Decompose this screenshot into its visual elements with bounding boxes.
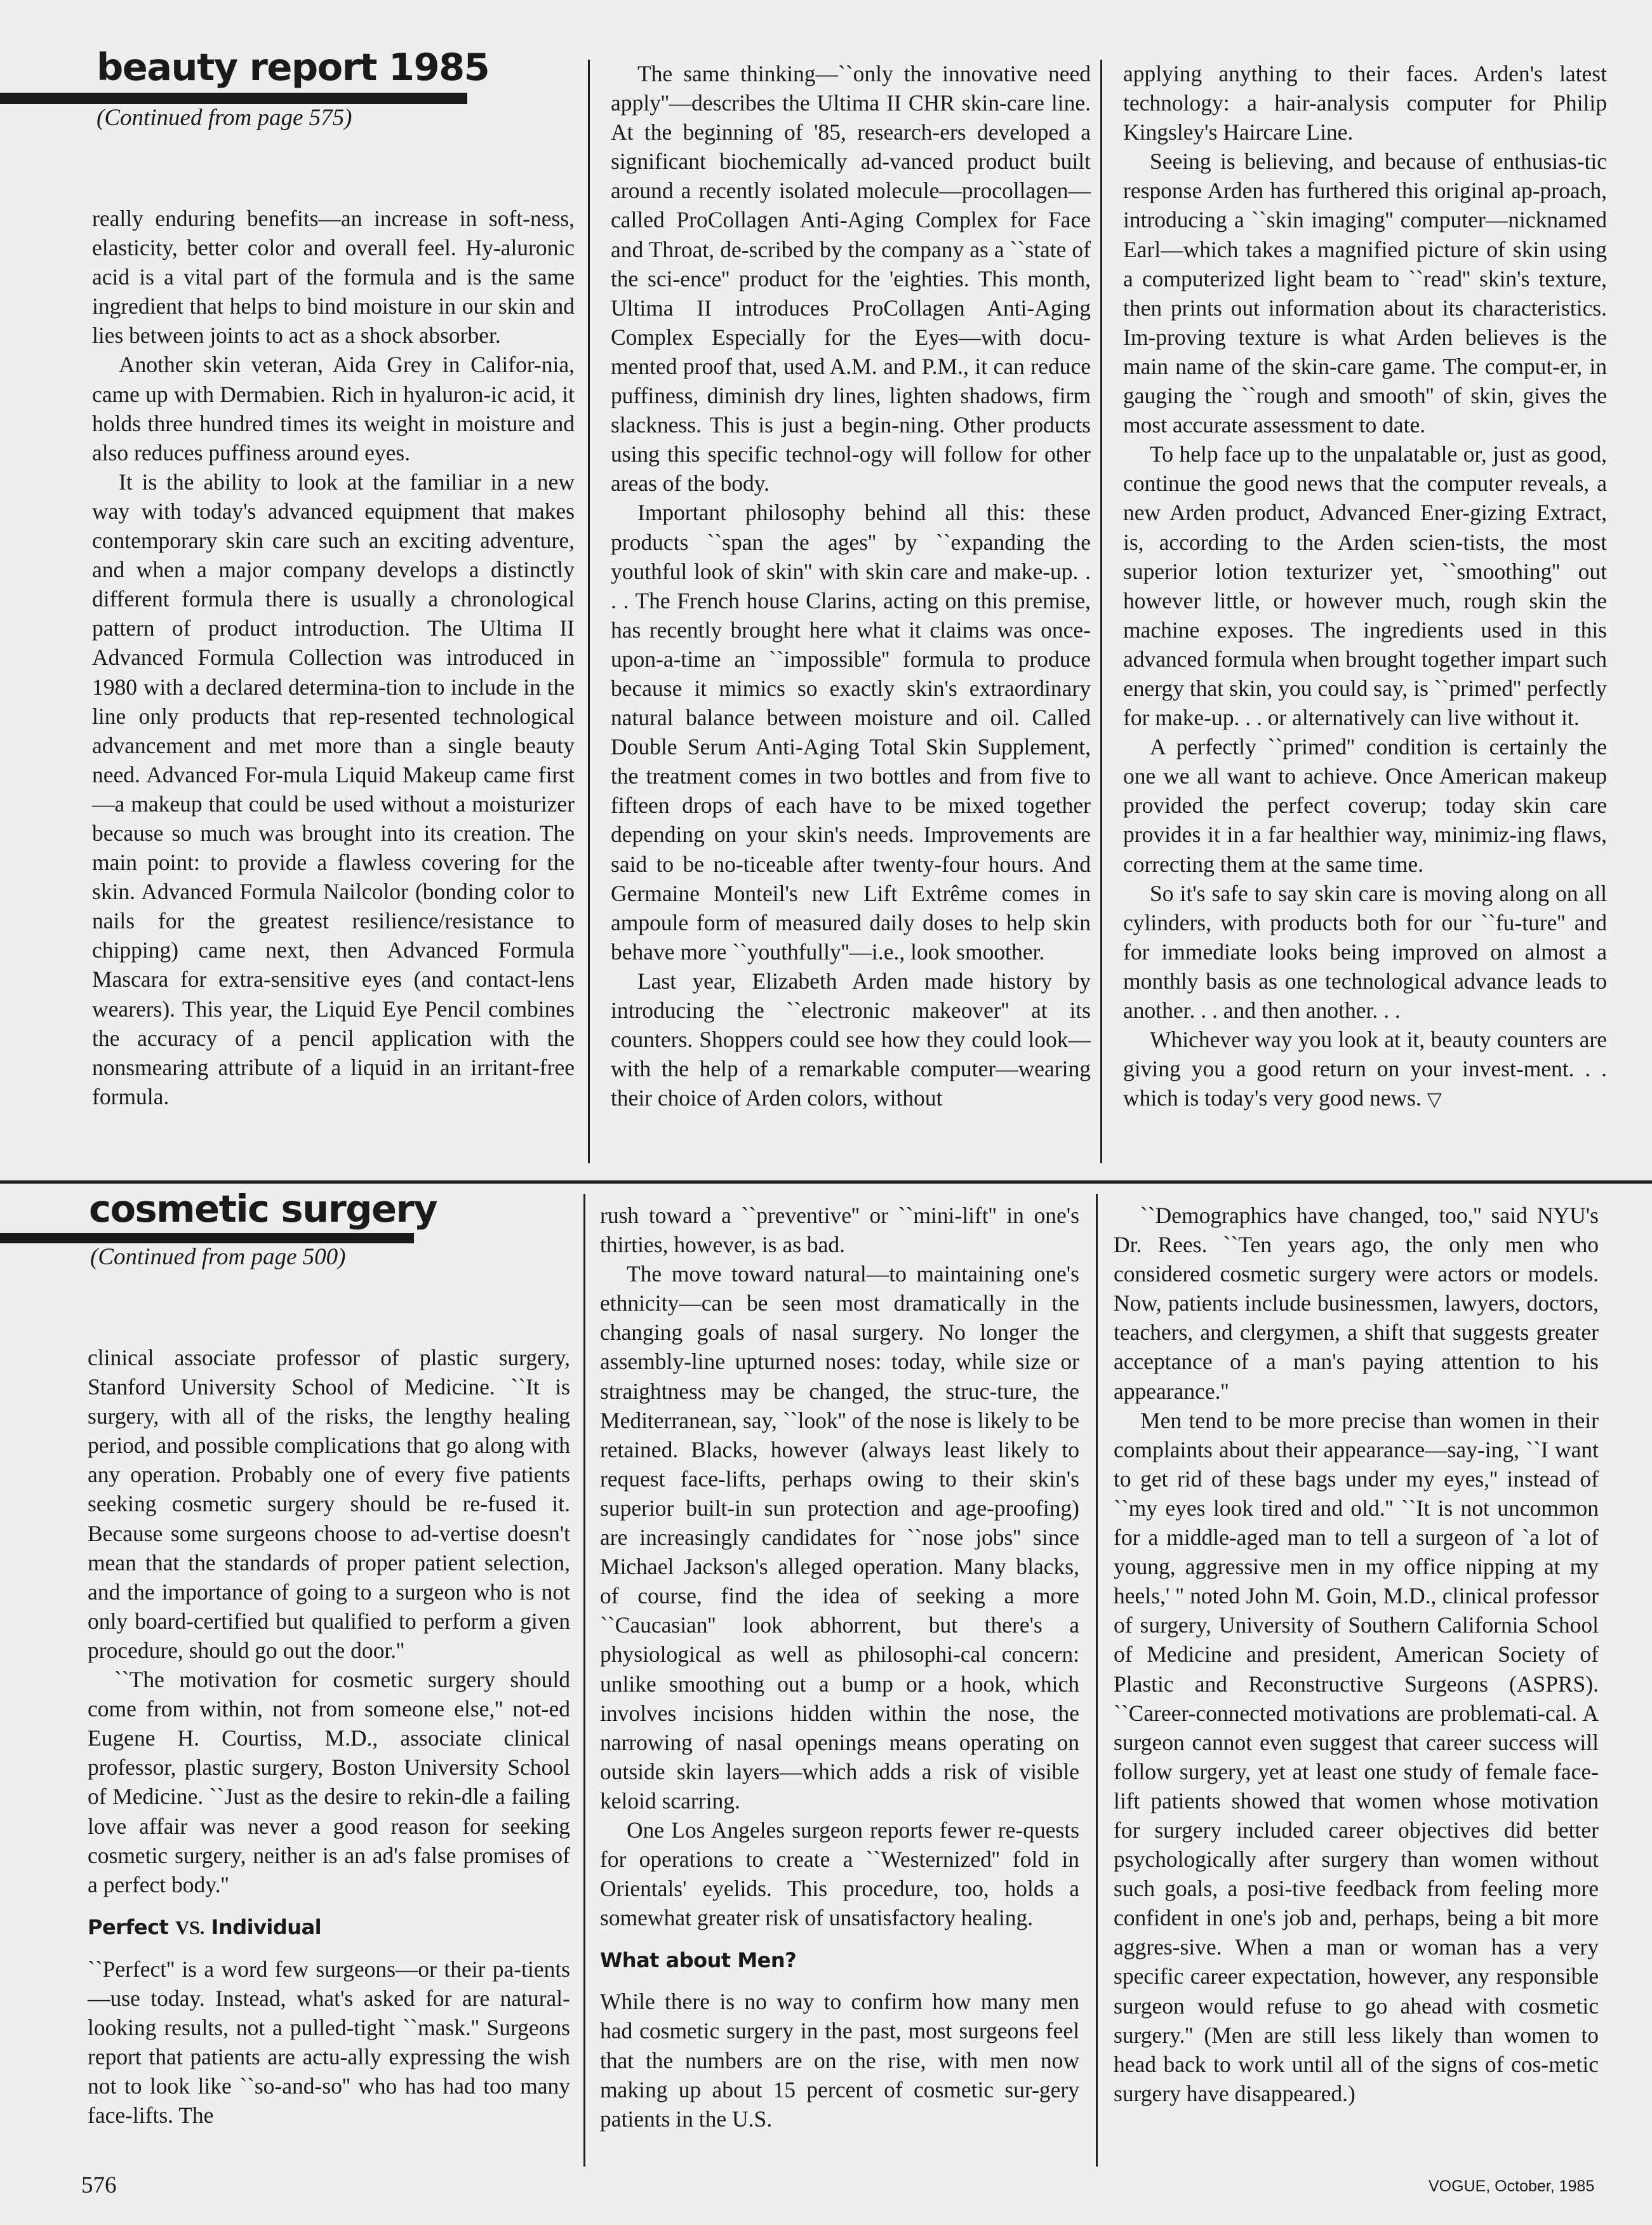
end-mark-icon: ▽ [1427,1088,1442,1111]
beauty-column-1 [92,204,575,1111]
paragraph: ``The motivation for cosmetic surgery should come from within, not from someone else,'' not-ed Eugene H. Courtiss, M.D., associate clinical professor, plastic surgery, Boston University School of Medicine. ``Just as the desire to rekin-dle a failing love affair was never a good reason for seeking cosmetic surgery, neither is an ad's false promises of a perfect body.'' [88,1667,570,1897]
paragraph: So it's safe to say skin care is moving along on all cylinders, with products both for our ``fu-ture'' and for immediate looks being improved on almost a monthly basis as one technological advance leads to another. . . and then another. . . [1123,880,1607,1023]
column-rule [1096,1194,1098,2167]
beauty-heading-bar [0,93,467,104]
paragraph: It is the ability to look at the familiar in a new way with today's advanced equipment that makes contemporary skin care such an exciting adventure, and when a major company develops a distinctly different formula there is usually a chronological pattern of product introduction. The Ultima II Advanced Formula Collection was introduced in 1980 with a declared determina-tion to include in the line only products that rep-resented technological advancement and met more than a single beauty need. Advanced For-mula Liquid Makeup came first—a makeup that could be used without a moisturizer because so much was brought into its creation. The main point: to provide a flawless covering for the skin. Advanced Formula Nailcolor (bonding color to nails for the greatest resilience/resistance to chipping) came next, then Advanced Formula Mascara for extra-sensitive eyes (and contact-lens wearers). This year, the Liquid Eye Pencil combines the accuracy of a pencil application with the nonsmearing attribute of a liquid in an irritant-free formula. [92,469,575,1109]
paragraph: ``Demographics have changed, too,'' said NYU's Dr. Rees. ``Ten years ago, the only men who considered cosmetic surgery were actors or models. Now, patients include businessmen, lawyers, doctors, teachers, and clergymen, a shift that suggests greater acceptance of a man's paying attention to his appearance.'' [1114,1203,1599,1404]
subhead-perfect-vs-individual: Perfect VS. Individual [88,1914,322,1939]
column-rule [583,1194,585,2167]
beauty-column-3 [1123,59,1607,1114]
surgery-heading-bar [0,1233,414,1243]
column-rule [588,60,590,1163]
paragraph: Important philosophy behind all this: these products ``span the ages'' by ``expanding the youthful look of skin'' with skin care and make-up. . . . The French house Clarins, acting on this premise, has recently brought here what it claims was once-upon-a-time an ``impossible'' formula to produce because it mimics so exactly skin's extraordinary natural balance between moisture and oil. Called Double Serum Anti-Aging Total Skin Supplement, the treatment comes in two bottles and from five to fifteen drops of each have to be mixed together depending on your skin's needs. Improvements are said to be no-ticeable after twenty-four hours. And Germaine Monteil's new Lift Extrême comes in ampoule form of measured daily doses to help skin behave more ``youthfully''—i.e., look smoother. [611,500,1091,965]
column-rule [1100,60,1102,1163]
paragraph: Seeing is believing, and because of enthusias-tic response Arden has furthered this original ap-proach, introducing a ``skin imaging'' computer—nicknamed Earl—which takes a magnified picture of skin using a computerized light beam to ``read'' skin's texture, then prints out information about its characteristics. Im-proving texture is what Arden believes is the main name of the skin-care game. The comput-er, in gauging the ``rough and smooth'' of skin, gives the most accurate assessment to date. [1123,149,1607,438]
beauty-report-heading: beauty report 1985 [97,45,490,89]
paragraph: really enduring benefits—an increase in soft-ness, elasticity, better color and overall feel. Hy-aluronic acid is a vital part of the formula and is the same ingredient that helps to bind moisture in our skin and lies between joints to act as a shock absorber. [92,206,575,349]
paragraph: Men tend to be more precise than women in their complaints about their appearance—say-ing, ``I want to get rid of these bags under my eyes,'' instead of ``my eyes look tired and old.'' ``It is not uncommon for a middle-aged man to tell a surgeon of `a lot of young, aggressive men in my office nipping at my heels,' '' noted John M. Goin, M.D., clinical professor of surgery, University of Southern California School of Medicine and president, American Society of Plastic and Reconstructive Surgeons (ASPRS). ``Career-connected motivations are problemati-cal. A surgeon cannot even suggest that career success will follow surgery, yet at least one study of female face-lift patients showed that women whose motivation for surgery included career objectives did better psychologically after surgery than women without such goals, a posi-tive feedback from feeling more confident in one's job and, perhaps, being a bit more aggres-sive. When a man or woman has a very specific career expectation, however, any responsible surgeon would refuse to go ahead with cosmetic surgery.'' (Men are still less likely than women to head back to work until all of the signs of cos-metic surgery have disappeared.) [1114,1407,1599,2106]
paragraph: ``Perfect'' is a word few surgeons—or their pa-tients—use today. Instead, what's asked for are natural-looking results, not a pulled-tight ``mask.'' Surgeons report that patients are actu-ally expressing the wish not to look like ``so-and-so'' who has had too many face-lifts. The [88,1956,570,2128]
paragraph: The same thinking—``only the innovative need apply''—describes the Ultima II CHR skin-care line. At the beginning of '85, research-ers developed a significant biochemically ad-vanced product built around a recently isolated molecule—procollagen—called ProCollagen Anti-Aging Complex for Face and Throat, de-scribed by the company as a ``state of the sci-ence'' product for the 'eighties. This month, Ultima II introduces ProCollagen Anti-Aging Complex Especially for the Eyes—with docu-mented proof that, used A.M. and P.M., it can reduce puffiness, diminish dry lines, lighten shadows, firm slackness. This is just a begin-ning. Other products using this specific technol-ogy will follow for other areas of the body. [611,61,1091,497]
cosmetic-surgery-heading: cosmetic surgery [89,1187,437,1231]
paragraph: Last year, Elizabeth Arden made history by introducing the ``electronic makeover'' at its counters. Shoppers could see how they could look—with the help of a remarkable computer—wearing their choice of Arden colors, without [611,968,1091,1111]
paragraph: To help face up to the unpalatable or, just as good, continue the good news that the computer reveals, a new Arden product, Advanced Ener-gizing Extract, is, according to the Arden scien-tists, the most superior lotion texturizer yet, ``smoothing'' out however little, or however much, rough skin the machine exposes. The ingredients used in this advanced formula when brought together impart such energy that skin, you could say, is ``primed'' perfectly for make-up. . . or alternatively can live without it. [1123,441,1607,731]
paragraph: A perfectly ``primed'' condition is certainly the one we all want to achieve. Once American makeup provided the perfect coverup; today skin care provides it in a far healthier way, minimiz-ing flaws, correcting them at the same time. [1123,734,1607,877]
beauty-continued-note: (Continued from page 575) [97,105,352,131]
paragraph: clinical associate professor of plastic surgery, Stanford University School of Medicine. ``It is surgery, with all of the risks, the lengthy healing period, and possible complications that go along with any operation. Probably one of every five patients seeking cosmetic surgery should be re-fused it. Because some surgeons choose to ad-vertise doesn't mean that the standards of proper patient selection, and the importance of going to a surgeon who is not only board-certified but qualified to perform a given procedure, should go out the door.'' [88,1345,570,1663]
page-number: 576 [81,2172,117,2198]
beauty-column-2 [611,59,1091,1112]
paragraph [1123,1025,1607,1114]
subhead-what-about-men: What about Men? [600,1948,797,1973]
surgery-column-3 [1114,1201,1599,2108]
surgery-column-2 [600,1201,1079,2134]
paragraph: rush toward a ``preventive'' or ``mini-lift'' in one's thirties, however, is as bad. [600,1203,1079,1258]
paragraph: The move toward natural—to maintaining one's ethnicity—can be seen most dramatically in the changing goals of nasal surgery. No longer the assembly-line upturned noses: today, while size or straightness may be changed, the struc-ture, the Mediterranean, say, ``look'' of the nose is likely to be retained. Blacks, however (always least likely to request face-lifts, perhaps owing to their skin's superior built-in sun protection and age-proofing) are increasingly candidates for ``nose jobs'' since Michael Jackson's alleged operation. Many blacks, of course, find the idea of seeking a more ``Caucasian'' look abhorrent, but there's a physiological as well as philosophi-cal concern: unlike smoothing out a bump or a hook, which involves incisions hidden within the nose, the narrowing of nasal openings means operating on outside skin layers—which adds a risk of visible keloid scarring. [600,1261,1079,1814]
paragraph-text: Whichever way you look at it, beauty counters are giving you a good return on your invest-ment. . . which is today's very good news. [1123,1027,1607,1111]
surgery-column-1 [88,1343,570,2130]
paragraph: applying anything to their faces. Arden's latest technology: a hair-analysis computer for Philip Kingsley's Haircare Line. [1123,61,1607,145]
magazine-credit: VOGUE, October, 1985 [1429,2177,1595,2195]
surgery-continued-note: (Continued from page 500) [90,1244,346,1270]
paragraph: Another skin veteran, Aida Grey in Califor-nia, came up with Dermabien. Rich in hyaluron-ic acid, it holds three hundred times its weight in moisture and also reduces puffiness around eyes. [92,352,575,465]
section-divider [0,1180,1652,1184]
paragraph: While there is no way to confirm how many men had cosmetic surgery in the past, most surgeons feel that the numbers are on the rise, with men now making up about 15 percent of cosmetic sur-gery patients in the U.S. [600,1989,1079,2132]
paragraph: One Los Angeles surgeon reports fewer re-quests for operations to create a ``Westernized'' fold in Orientals' eyelids. This procedure, too, holds a somewhat greater risk of unsatisfactory healing. [600,1817,1079,1931]
